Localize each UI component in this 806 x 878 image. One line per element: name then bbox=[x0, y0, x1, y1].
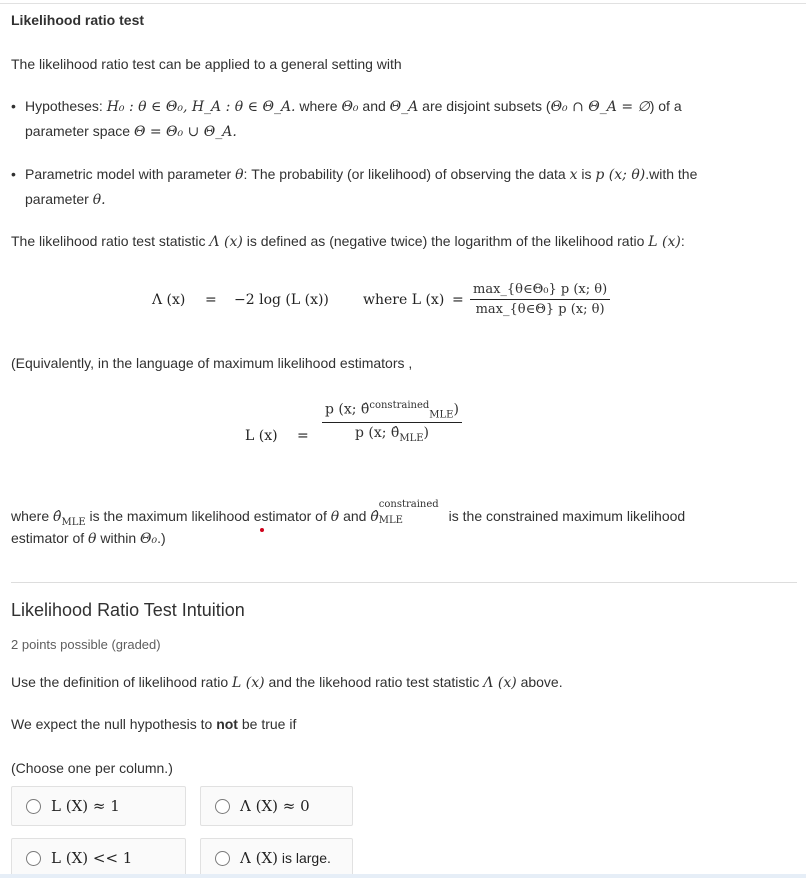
mle-fraction-numerator: p (x; θ̂$^{constrained}_{MLE}$) bbox=[325, 400, 459, 421]
annotation-dot bbox=[260, 528, 264, 532]
bullet-hypotheses: • Hypotheses: H₀ : θ ∈ Θ₀, H_A : θ ∈ Θ_A. where Θ₀ and Θ_A are disjoint subsets (Θ₀ ∩ Θ_A = ∅) of a parameter space Θ = Θ₀ ∪ Θ_A. bbox=[11, 94, 682, 144]
formula-where-L: where L (x) bbox=[363, 292, 445, 308]
choice-lambda-approx-0[interactable]: Λ (X) ≈ 0 bbox=[200, 786, 353, 826]
radio-button[interactable] bbox=[215, 851, 230, 866]
radio-button[interactable] bbox=[26, 799, 41, 814]
section-title: Likelihood ratio test bbox=[11, 12, 145, 28]
choose-instruction: (Choose one per column.) bbox=[11, 760, 173, 776]
bullet-dot: • bbox=[11, 166, 16, 182]
statistic-definition: The likelihood ratio test statistic Λ (x) is defined as (negative twice) the logarithm of the likelihood ratio L (x): bbox=[11, 233, 685, 250]
choice-L-approx-1[interactable]: L (X) ≈ 1 bbox=[11, 786, 186, 826]
formula2-lhs: L (x) bbox=[245, 428, 278, 444]
fraction-numerator: max_{θ∈Θ₀} p (x; θ) bbox=[473, 282, 608, 297]
mle-fraction-bar bbox=[322, 422, 462, 423]
top-divider bbox=[0, 3, 806, 4]
formula-lambda-rhs: −2 log (L (x)) bbox=[234, 292, 329, 308]
problem-question: We expect the null hypothesis to not be true if bbox=[11, 716, 297, 732]
choice-L-much-less-1[interactable]: L (X) << 1 bbox=[11, 838, 186, 878]
problem-title: Likelihood Ratio Test Intuition bbox=[11, 600, 245, 620]
bottom-edge bbox=[0, 874, 806, 878]
formula-equals: = bbox=[205, 292, 217, 308]
fraction-bar bbox=[470, 299, 610, 300]
bullet-parametric-model: • Parametric model with parameter θ: The probability (or likelihood) of observing the data x is p (x; θ).with the parameter θ. bbox=[11, 162, 697, 212]
fraction-denominator: max_{θ∈Θ} p (x; θ) bbox=[475, 302, 605, 317]
formula-lambda-lhs: Λ (x) bbox=[152, 292, 186, 308]
likelihood-ratio-fraction bbox=[470, 282, 610, 317]
where-mle-sentence-line2: estimator of θ within Θ₀.) bbox=[11, 530, 166, 547]
bullet-dot: • bbox=[11, 98, 16, 114]
formula2-equals: = bbox=[297, 428, 309, 444]
formula-equals-2: = bbox=[452, 292, 464, 308]
intro-text: The likelihood ratio test can be applied to a general setting with bbox=[11, 56, 402, 72]
equivalently-text: (Equivalently, in the language of maximum likelihood estimators , bbox=[11, 355, 413, 371]
radio-button[interactable] bbox=[26, 851, 41, 866]
problem-instruction: Use the definition of likelihood ratio L (x) and the likehood ratio test statistic Λ (x) above. bbox=[11, 674, 563, 691]
mle-fraction-denominator: p (x; $\thetâ_{MLE}$) bbox=[354, 425, 429, 445]
radio-button[interactable] bbox=[215, 799, 230, 814]
section-divider bbox=[11, 582, 797, 583]
where-mle-sentence: where $\thetâ_{MLE}$ is the maximum likelihood estimator of θ and θ̂ constrained MLE is the constrained maximum likelihood bbox=[11, 499, 686, 528]
choice-lambda-large[interactable]: Λ (X) is large. bbox=[200, 838, 353, 878]
mle-ratio-fraction bbox=[322, 400, 462, 444]
points-possible: 2 points possible (graded) bbox=[11, 637, 161, 652]
